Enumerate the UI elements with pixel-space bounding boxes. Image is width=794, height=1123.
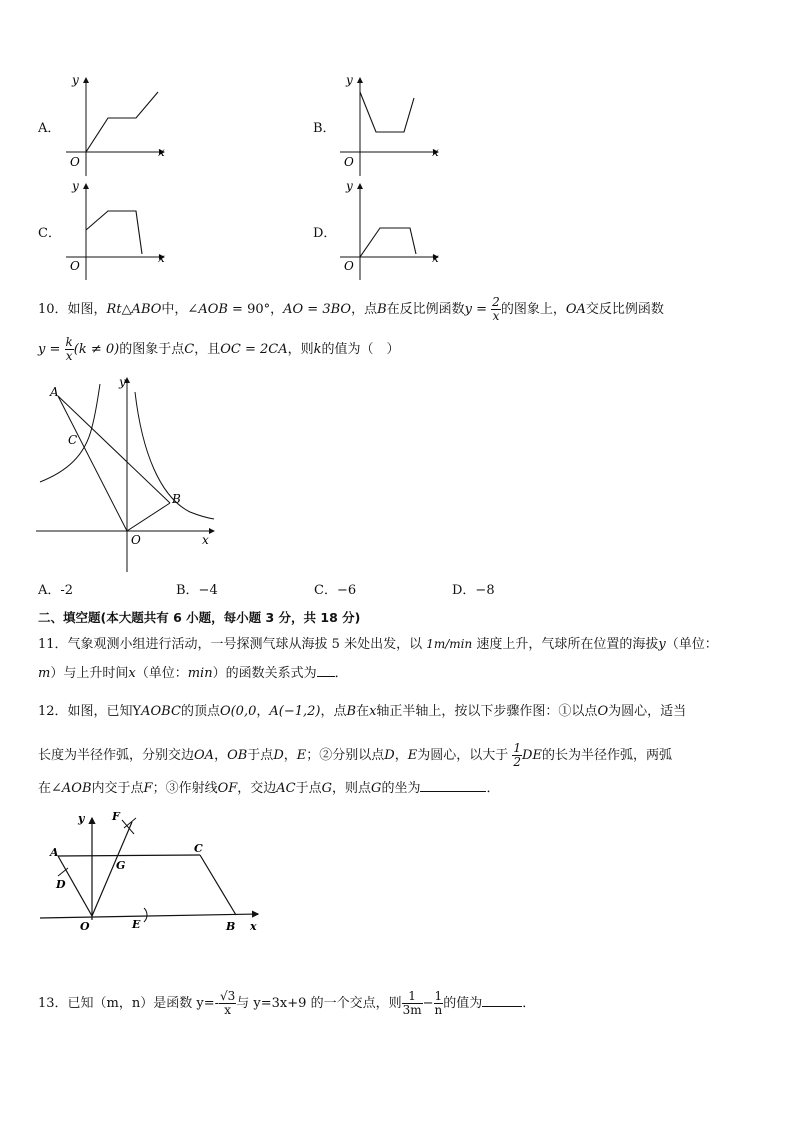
option-b-label: B．	[313, 121, 336, 136]
option-d-label: D．	[313, 226, 337, 241]
graph-option-d	[334, 178, 444, 284]
q10-option-c: C．−6	[314, 583, 357, 598]
point-e-label: E	[132, 918, 141, 931]
graph-option-c	[60, 178, 170, 284]
q11-line-1: 11．气象观测小组进行活动，一号探测气球从海拔 5 米处出发，以 1m/min 速度上升，气球所在位置的海拔y（单位：	[38, 637, 718, 652]
point-a-label: A	[50, 385, 59, 399]
q10-figure	[30, 372, 230, 577]
graph-option-b	[334, 72, 444, 180]
origin-label: O	[70, 259, 80, 273]
q12-line-3: 在∠AOB内交于点F；③作射线OF，交边AC于点G，则点G的坐为 ．	[38, 781, 500, 796]
q10-line-2: y = $\frac{k}{x}$ (k ≠ 0)的图象于点C，且OC = 2CA，则k的值为（ ）	[38, 335, 400, 363]
x-axis-label: x	[432, 145, 439, 159]
point-c-label: C	[194, 842, 203, 855]
fraction-one-half: $\frac{1}{2}$	[513, 741, 522, 769]
section-title: 二、填空题(本大题共有 6 小题，每小题 3 分，共 18 分)	[38, 610, 361, 625]
y-axis-label: y	[346, 73, 353, 87]
x-axis-label: x	[202, 533, 209, 547]
option-a-label: A．	[38, 121, 61, 136]
q13-line: 13．已知（m，n）是函数 y=- $\frac{√3}{x}$ 与 y=3x+9 的一个交点，则 $\frac{1}{3m}$ − $\frac{1}{n}$ 的值为 ．	[38, 989, 536, 1017]
q12-figure	[36, 812, 268, 936]
x-axis-label: x	[250, 920, 257, 933]
q10-option-b: B．−4	[176, 583, 218, 598]
point-b-label: B	[226, 920, 236, 933]
fraction-2-over-x: $\frac{2}{x}$	[492, 295, 500, 323]
point-b-label: B	[172, 492, 181, 506]
origin-label: O	[344, 259, 354, 273]
point-g-label: G	[116, 859, 126, 872]
answer-blank	[420, 791, 486, 792]
point-a-label: A	[50, 846, 59, 859]
fraction-k-over-x: $\frac{k}{x}$	[65, 335, 73, 363]
answer-blank	[482, 1006, 522, 1007]
q11-line-2: m）与上升时间x（单位：min）的函数关系式为 ．	[38, 666, 348, 681]
origin-label: O	[80, 920, 90, 933]
y-axis-label: y	[72, 73, 79, 87]
y-axis-label: y	[78, 812, 85, 825]
point-c-label: C	[68, 433, 78, 447]
point-d-label: D	[56, 878, 66, 891]
q10-line-1: 10．如图，Rt△ABO中，∠AOB = 90°，AO = 3BO，点B在反比例函数y = $\frac{2}{x}$ 的图象上，OA交反比例函数	[38, 295, 664, 323]
x-axis-label: x	[158, 251, 165, 265]
q12-line-2: 长度为半径作弧，分别交边OA，OB于点D，E；②分别以点D，E为圆心，以大于 $\frac{1}{2}$ DE的长为半径作弧，两弧	[38, 741, 672, 769]
origin-label: O	[131, 533, 141, 547]
q12-line-1: 12．如图，已知YAOBC的顶点O(0,0，A(−1,2)，点B在x轴正半轴上，按以下步骤作图：①以点O为圆心，适当	[38, 704, 687, 719]
q10-option-a: A．-2	[38, 583, 74, 598]
option-c-label: C．	[38, 226, 61, 241]
origin-label: O	[344, 155, 354, 169]
x-axis-label: x	[432, 251, 439, 265]
fraction-sqrt3-over-x: $\frac{√3}{x}$	[220, 989, 236, 1017]
y-axis-label: y	[119, 375, 126, 389]
q10-option-d: D．−8	[452, 583, 495, 598]
x-axis-label: x	[158, 145, 165, 159]
origin-label: O	[70, 155, 80, 169]
y-axis-label: y	[72, 179, 79, 193]
y-axis-label: y	[346, 179, 353, 193]
fraction-1-over-3m: $\frac{1}{3m}$	[402, 989, 422, 1017]
answer-blank	[317, 676, 335, 677]
fraction-1-over-n: $\frac{1}{n}$	[434, 989, 443, 1017]
graph-option-a	[60, 72, 170, 180]
point-f-label: F	[112, 812, 120, 823]
